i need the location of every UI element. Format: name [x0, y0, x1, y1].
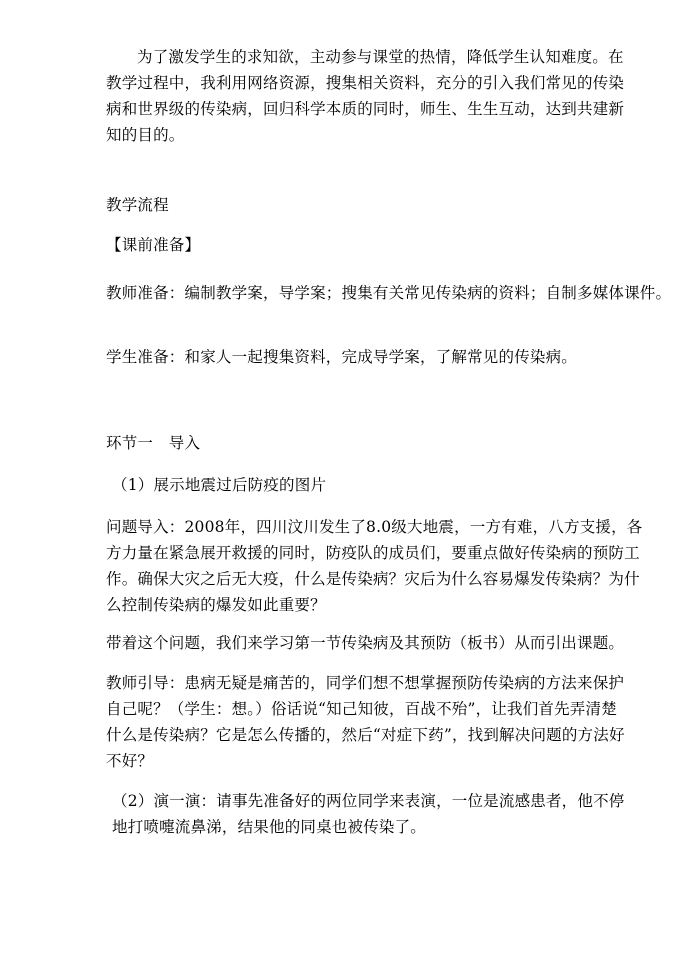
question-introduction: 问题导入：2008年，四川汶川发生了8.0级大地震，一方有难，八方支援，各方力量在紧急展开救援的同时，防疫队的成员们，要重点做好传染病的预防工作。确保大灾之后无大疫，什么是传染病？灾后为什么容易爆发传染病？为什么控制传染病的爆发如此重要？ — [106, 518, 643, 614]
intro-paragraph: 为了激发学生的求知欲，主动参与课堂的热情，降低学生认知难度。在教学过程中，我利用网络资源，搜集相关资料，充分的引入我们常见的传染病和世界级的传染病，回归科学本质的同时，师生、生生互动，达到共建新知的目的。 — [106, 48, 625, 144]
teacher-preparation: 教师准备：编制教学案，导学案；搜集有关常见传染病的资料；自制多媒体课件。 — [106, 284, 672, 302]
lead-to-topic: 带着这个问题，我们来学习第一节传染病及其预防（板书）从而引出课题。 — [106, 634, 625, 652]
teacher-guidance: 教师引导：患病无疑是痛苦的，同学们想不想掌握预防传染病的方法来保护自己呢？（学生：想。）俗话说“知己知彼，百战不殆”，让我们首先弄清楚什么是传染病？它是怎么传播的，然后“对症下药”，找到解决问题的方法好不好？ — [106, 674, 625, 770]
heading-pre-class-preparation: 【课前准备】 — [106, 236, 201, 254]
section-one-heading: 环节一 导入 — [106, 434, 201, 452]
step-one-show-pictures: （1）展示地震过后防疫的图片 — [112, 476, 327, 494]
heading-teaching-flow: 教学流程 — [106, 196, 169, 214]
step-two-role-play: （2）演一演：请事先准备好的两位同学来表演，一位是流感患者，他不停地打喷嚏流鼻涕，结果他的同桌也被传染了。 — [112, 792, 625, 836]
student-preparation: 学生准备：和家人一起搜集资料，完成导学案，了解常见的传染病。 — [106, 348, 578, 366]
